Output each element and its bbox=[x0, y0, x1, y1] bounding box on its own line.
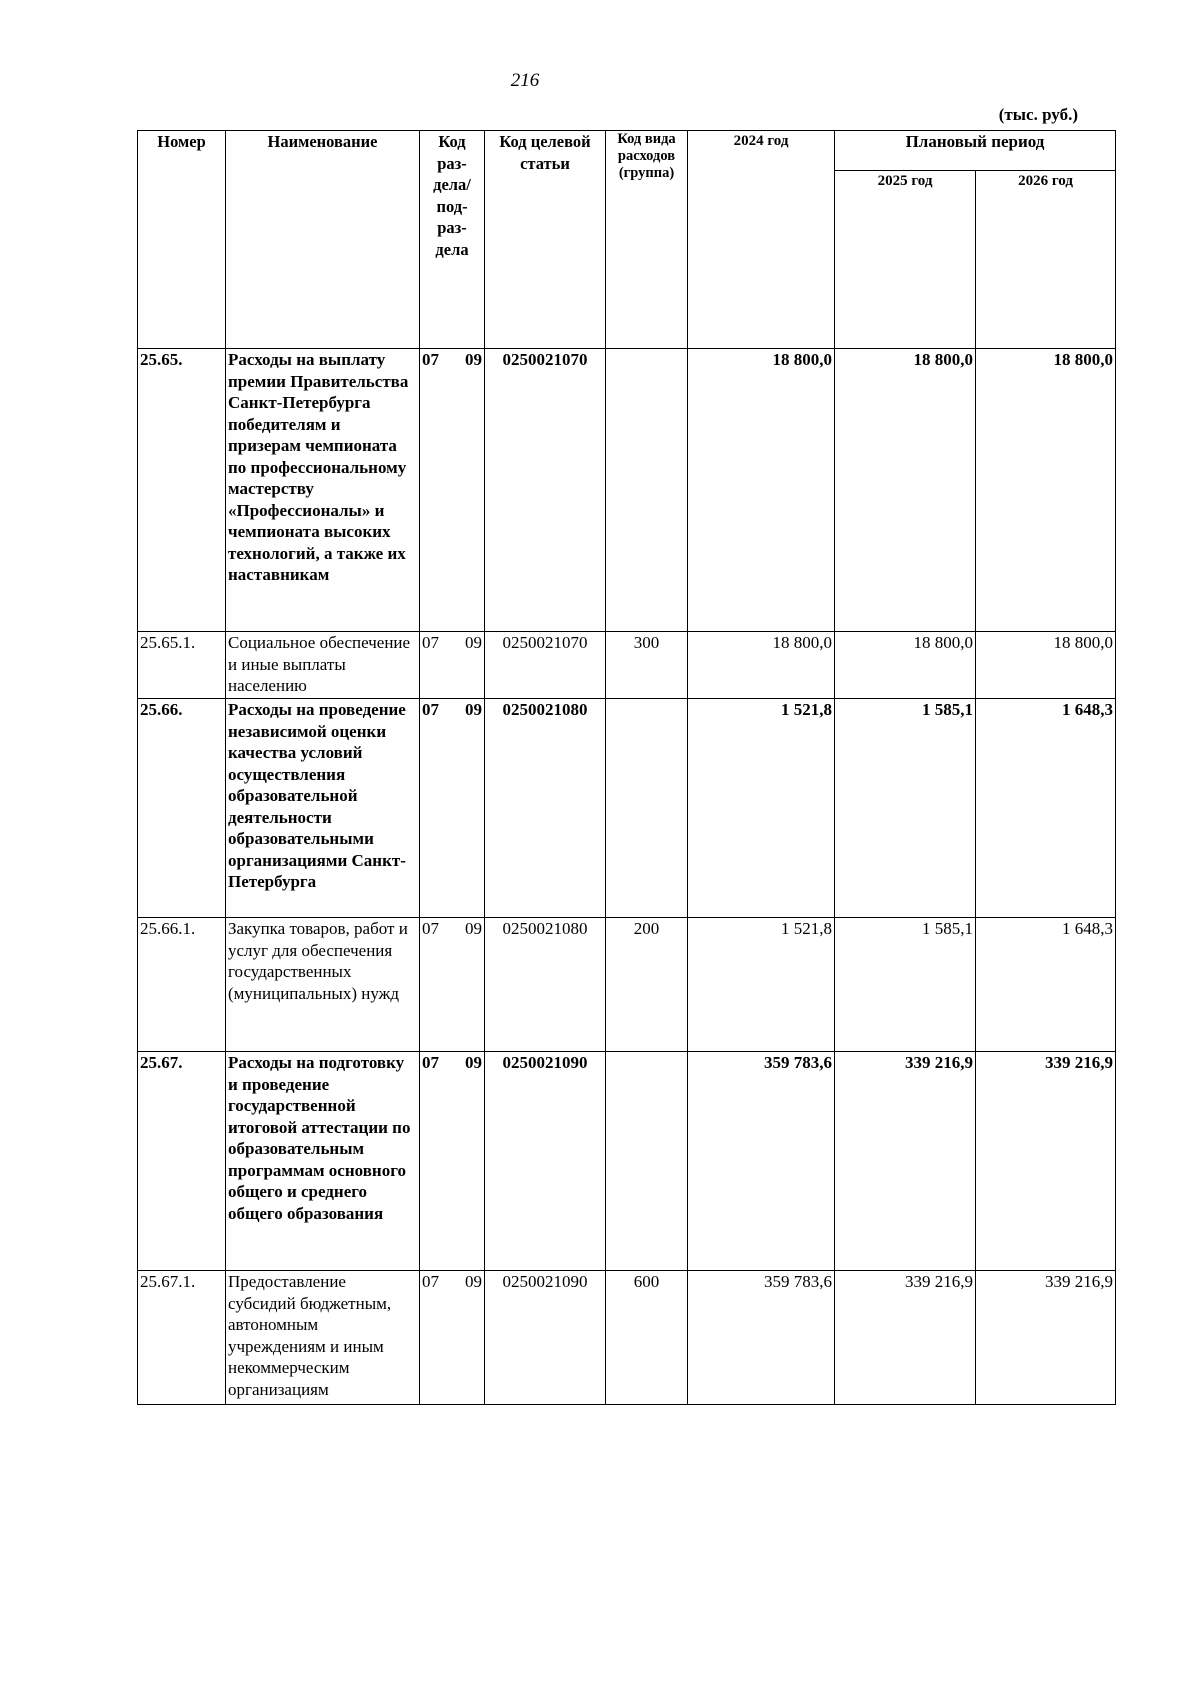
header-2025: 2025 год bbox=[835, 171, 976, 349]
row-number: 25.67.1. bbox=[138, 1271, 226, 1405]
row-amount-2025: 18 800,0 bbox=[835, 632, 976, 699]
row-amount-2024: 1 521,8 bbox=[688, 918, 835, 1052]
row-amount-2025: 339 216,9 bbox=[835, 1052, 976, 1271]
row-number: 25.65. bbox=[138, 349, 226, 632]
subsection-code: 09 bbox=[465, 633, 482, 652]
section-code: 07 bbox=[422, 1272, 439, 1291]
budget-table bbox=[137, 130, 1116, 1405]
row-amount-2024: 18 800,0 bbox=[688, 632, 835, 699]
row-amount-2026: 1 648,3 bbox=[976, 699, 1116, 918]
row-expense-group: 200 bbox=[606, 918, 688, 1052]
table-row bbox=[138, 918, 1116, 1052]
row-target-code: 0250021070 bbox=[485, 632, 606, 699]
row-section-code bbox=[420, 632, 485, 699]
section-code: 07 bbox=[422, 350, 439, 369]
row-section-code bbox=[420, 699, 485, 918]
row-expense-group: 300 bbox=[606, 632, 688, 699]
row-expense-group bbox=[606, 1052, 688, 1271]
row-number: 25.65.1. bbox=[138, 632, 226, 699]
row-expense-group bbox=[606, 349, 688, 632]
header-group: Код вида расходов (группа) bbox=[606, 131, 688, 349]
section-code: 07 bbox=[422, 919, 439, 938]
row-amount-2024: 1 521,8 bbox=[688, 699, 835, 918]
table-row bbox=[138, 349, 1116, 632]
row-amount-2026: 1 648,3 bbox=[976, 918, 1116, 1052]
header-target: Код целевой статьи bbox=[485, 131, 606, 349]
header-2026: 2026 год bbox=[976, 171, 1116, 349]
subsection-code: 09 bbox=[465, 700, 482, 719]
row-section-code bbox=[420, 918, 485, 1052]
row-target-code: 0250021080 bbox=[485, 918, 606, 1052]
row-expense-group: 600 bbox=[606, 1271, 688, 1405]
row-name: Расходы на выплату премии Правительства Санкт-Петербурга победителям и призерам чемпионата по профессиональному мастерству «Профессионалы» и чемпионата высоких технологий, а также их наставникам bbox=[226, 349, 420, 632]
row-amount-2026: 339 216,9 bbox=[976, 1052, 1116, 1271]
subsection-code: 09 bbox=[465, 1272, 482, 1291]
section-code: 07 bbox=[422, 700, 439, 719]
row-amount-2025: 1 585,1 bbox=[835, 699, 976, 918]
table-row bbox=[138, 632, 1116, 699]
row-target-code: 0250021070 bbox=[485, 349, 606, 632]
row-amount-2026: 18 800,0 bbox=[976, 349, 1116, 632]
row-name: Закупка товаров, работ и услуг для обеспечения государственных (муниципальных) нужд bbox=[226, 918, 420, 1052]
row-number: 25.66.1. bbox=[138, 918, 226, 1052]
row-name: Предоставление субсидий бюджетным, автономным учреждениям и иным некоммерческим организациям bbox=[226, 1271, 420, 1405]
row-amount-2024: 18 800,0 bbox=[688, 349, 835, 632]
header-planned-period: Плановый период bbox=[835, 131, 1116, 171]
row-target-code: 0250021090 bbox=[485, 1271, 606, 1405]
row-name: Социальное обеспечение и иные выплаты населению bbox=[226, 632, 420, 699]
row-amount-2024: 359 783,6 bbox=[688, 1271, 835, 1405]
row-section-code bbox=[420, 1271, 485, 1405]
units-label: (тыс. руб.) bbox=[998, 105, 1078, 124]
subsection-code: 09 bbox=[465, 919, 482, 938]
header-num: Номер bbox=[138, 131, 226, 349]
header-name: Наименование bbox=[226, 131, 420, 349]
row-name: Расходы на проведение независимой оценки качества условий осуществления образовательной деятельности образовательными организациями Санкт-Петербурга bbox=[226, 699, 420, 918]
row-amount-2026: 339 216,9 bbox=[976, 1271, 1116, 1405]
row-section-code bbox=[420, 1052, 485, 1271]
table-row bbox=[138, 699, 1116, 918]
header-section: Код раз-дела/ под-раз-дела bbox=[420, 131, 485, 349]
row-amount-2025: 339 216,9 bbox=[835, 1271, 976, 1405]
row-number: 25.67. bbox=[138, 1052, 226, 1271]
row-target-code: 0250021080 bbox=[485, 699, 606, 918]
section-code: 07 bbox=[422, 1053, 439, 1072]
table-row bbox=[138, 1052, 1116, 1271]
row-amount-2024: 359 783,6 bbox=[688, 1052, 835, 1271]
subsection-code: 09 bbox=[465, 350, 482, 369]
row-name: Расходы на подготовку и проведение государственной итоговой аттестации по образовательным программам основного общего и среднего общего образования bbox=[226, 1052, 420, 1271]
header-2024: 2024 год bbox=[688, 131, 835, 349]
row-number: 25.66. bbox=[138, 699, 226, 918]
page-number: 216 bbox=[510, 70, 540, 91]
row-amount-2026: 18 800,0 bbox=[976, 632, 1116, 699]
subsection-code: 09 bbox=[465, 1053, 482, 1072]
row-target-code: 0250021090 bbox=[485, 1052, 606, 1271]
row-expense-group bbox=[606, 699, 688, 918]
row-amount-2025: 1 585,1 bbox=[835, 918, 976, 1052]
section-code: 07 bbox=[422, 633, 439, 652]
row-amount-2025: 18 800,0 bbox=[835, 349, 976, 632]
table-row bbox=[138, 1271, 1116, 1405]
row-section-code bbox=[420, 349, 485, 632]
